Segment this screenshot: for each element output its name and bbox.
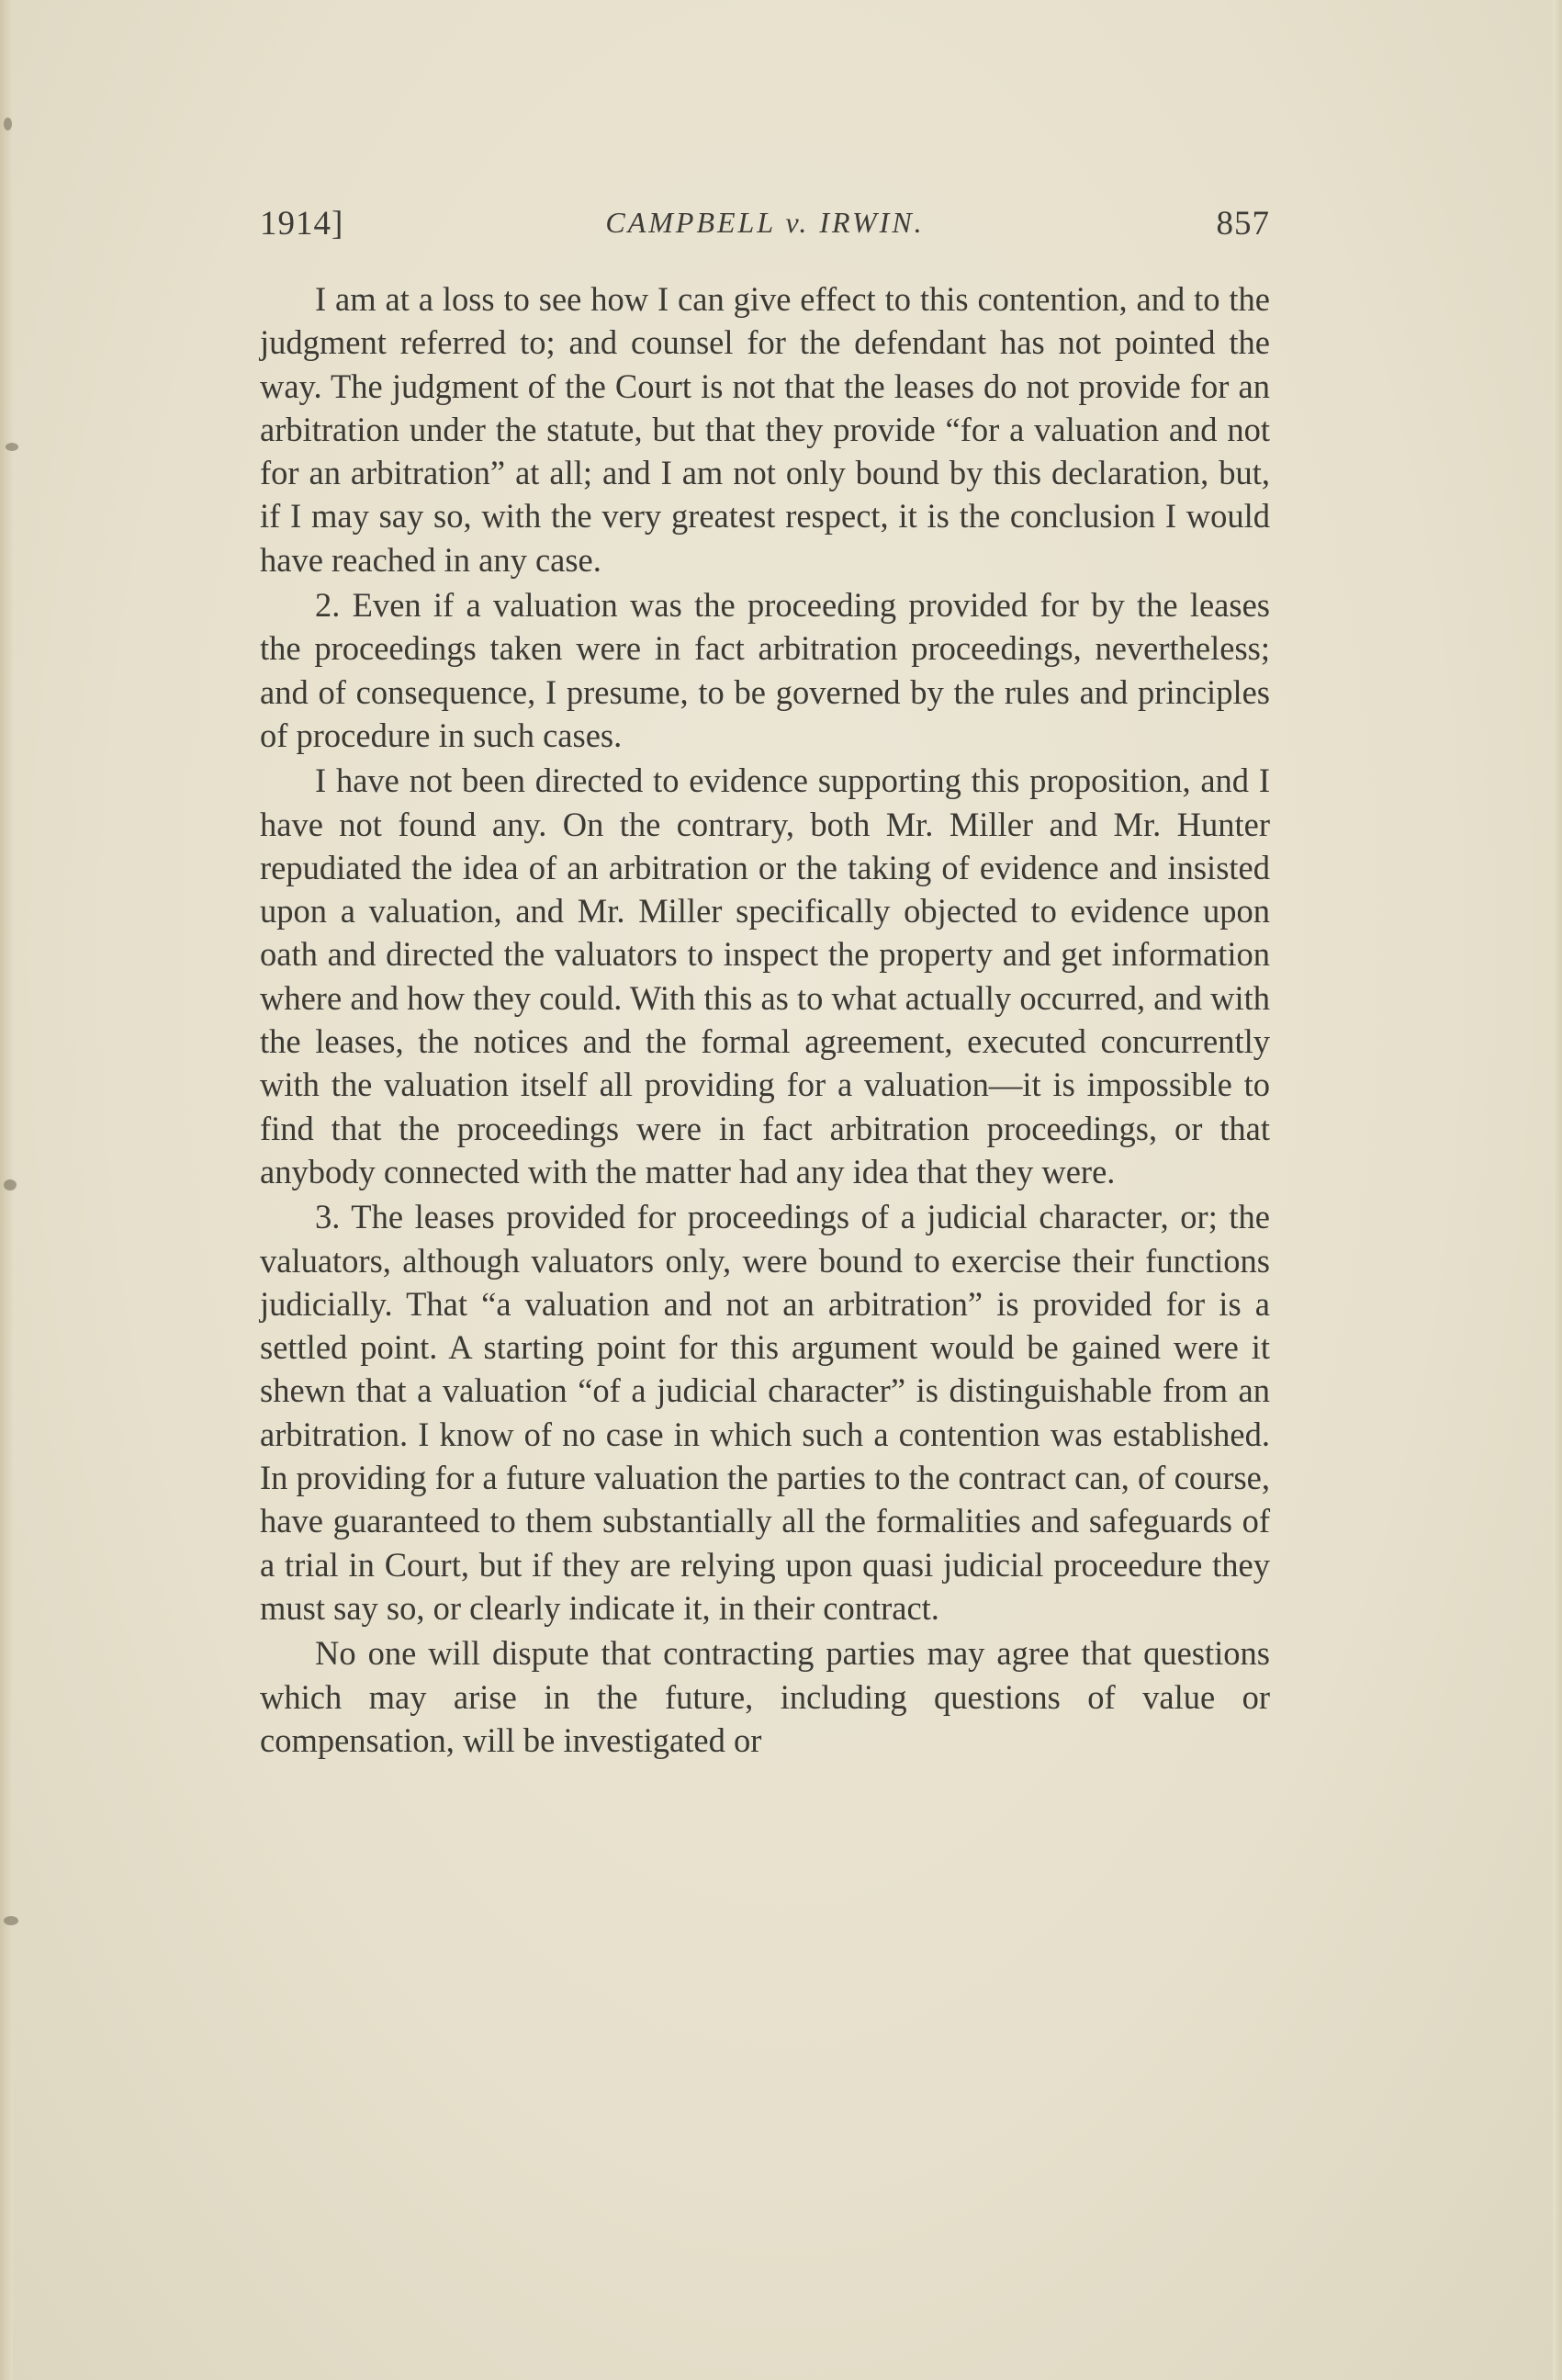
running-header	[260, 204, 1270, 259]
ink-speck	[6, 443, 18, 451]
paragraph: 3. The leases provided for proceedings of a judicial character, or; the valuators, although valuators only, were bound to exercise their functions judicially. That “a valuation and not an arbitration” is provided for is a settled point. A starting point for this argument would be gained were it shewn that a valuation “of a judicial character” is distinguishable from an arbitration. I know of no case in which such a contention was established. In providing for a future valuation the parties to the contract can, of course, have guaranteed to them substantially all the formalities and safeguards of a trial in Court, but if they are relying upon quasi judicial proceedure they must say so, or clearly indicate it, in their contract.	[260, 1198, 1270, 1627]
paragraph: I have not been directed to evidence supporting this proposition, and I have not found any. On the contrary, both Mr. Miller and Mr. Hunter repudiated the idea of an arbitration or the taking of evidence and insisted upon a valuation, and Mr. Miller specifically objected to evidence upon oath and directed the valuators to inspect the property and get information where and how they could. With this as to what actually occurred, and with the leases, the notices and the formal agreement, executed concurrently with the valuation itself all providing for a valuation—it is impossible to find that the proceedings were in fact arbitration proceedings, or that anybody connected with the matter had any idea that they were.	[260, 761, 1270, 1190]
header-year: 1914]	[260, 205, 344, 243]
ink-speck	[4, 1179, 17, 1190]
ink-speck	[4, 118, 12, 130]
paragraph: 2. Even if a valuation was the proceeding provided for by the leases the proceedings taken were in fact arbitration proceedings, nevertheless; and of consequence, I presume, to be governed by the rules and principles of procedure in such cases.	[260, 586, 1270, 754]
page-edge	[1553, 0, 1562, 2380]
ink-speck	[4, 1916, 18, 1925]
paragraph: No one will dispute that contracting parties may agree that questions which may arise in the future, including questions of value or compensation, will be investigated or	[260, 1634, 1270, 1759]
header-page-number: 857	[1216, 205, 1270, 243]
header-case-title: CAMPBELL v. IRWIN.	[605, 206, 925, 239]
paragraph: I am at a loss to see how I can give effect to this contention, and to the judgment referred to; and counsel for the defendant has not pointed the way. The judgment of the Court is not that the leases do not provide for an arbitration under the statute, but that they provide “for a valuation and not for an arbitration” at all; and I am not only bound by this declaration, but, if I may say so, with the very greatest respect, it is the conclusion I would have reached in any case.	[260, 280, 1270, 579]
body-text	[260, 277, 1270, 1762]
